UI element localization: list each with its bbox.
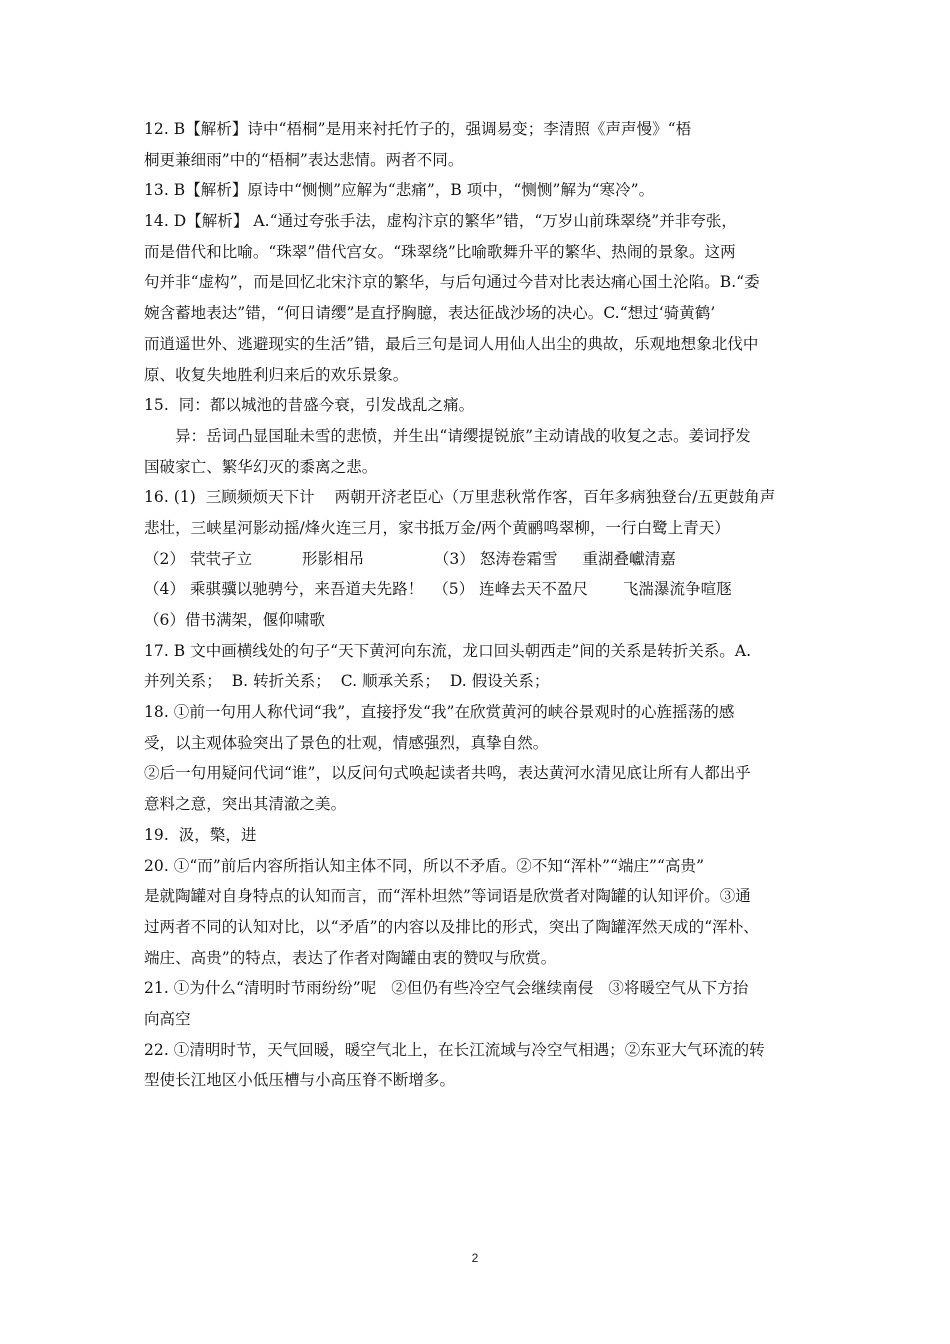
text-line: 20. ①“而”前后内容所指认知主体不同，所以不矛盾。②不知“浑朴”“端庄”“高贵”: [144, 856, 705, 875]
text-line: 悲壮，三峡星河影动摇/烽火连三月，家书抵万金/两个黄鹂鸣翠柳，一行白鹭上青天）: [144, 518, 730, 537]
text-line: 向高空: [144, 1009, 191, 1028]
text-line: ②后一句用疑问代词“谁”，以反问句式唤起读者共鸣，表达黄河水清见底让所有人都出乎: [144, 764, 751, 783]
text-line: 型使长江地区小低压槽与小高压脊不断增多。: [144, 1071, 456, 1090]
text-line: 17. B 文中画横线处的句子“天下黄河向东流，龙口回头朝西走”间的关系是转折关系。A.: [144, 641, 752, 660]
text-line: 15. 同：都以城池的昔盛今衰，引发战乱之痛。: [144, 396, 475, 415]
text-line: 而是借代和比喻。“珠翠”借代宫女。“珠翠绕”比喻歌舞升平的繁华、热闹的景象。这两: [144, 242, 736, 261]
text-line: （6）借书满架，偃仰啸歌: [144, 611, 325, 629]
text-line: 原、收复失地胜利归来后的欢乐景象。: [144, 365, 409, 384]
text-line: 婉含蓄地表达”错，“何日请缨”是直抒胸臆，表达征战沙场的决心。C.“想过‘骑黄鹤’: [144, 304, 716, 323]
page-number: 2: [471, 1251, 479, 1265]
text-line: 22. ①清明时节，天气回暖，暖空气北上，在长江流域与冷空气相遇；②东亚大气环流的转: [144, 1040, 765, 1059]
text-line: （2） 茕茕孑立 形影相吊 （3） 怒涛卷霜雪 重湖叠巘清嘉: [144, 549, 676, 568]
text-line: 端庄、高贵”的特点，表达了作者对陶罐由衷的赞叹与欣赏。: [144, 948, 557, 967]
text-line: 异：岳词凸显国耻未雪的悲愤，并生出“请缨提锐旅”主动请战的收复之志。姜词抒发: [175, 426, 751, 445]
text-line: 13. B【解析】原诗中“恻恻”应解为“悲痛”，B 项中，“恻恻”解为“寒冷”。: [144, 181, 655, 200]
text-line: 桐更兼细雨”中的“梧桐”表达悲情。两者不同。: [144, 150, 464, 169]
text-line: 国破家亡、繁华幻灭的黍离之悲。: [144, 457, 378, 476]
text-line: 21. ①为什么“清明时节雨纷纷”呢 ②但仍有些冷空气会继续南侵 ③将暖空气从下方抬: [144, 979, 749, 998]
text-line: 过两者不同的认知对比，以“矛盾”的内容以及排比的形式，突出了陶罐浑然天成的“浑朴、: [144, 917, 759, 936]
text-line: 意料之意，突出其清澈之美。: [144, 795, 347, 814]
text-line: 并列关系； B. 转折关系； C. 顺承关系； D. 假设关系；: [144, 672, 550, 691]
text-line: 是就陶罐对自身特点的认知而言，而“浑朴坦然”等词语是欣赏者对陶罐的认知评价。③通: [144, 887, 751, 906]
text-line: （4） 乘骐骥以驰骋兮，来吾道夫先路！ （5） 连峰去天不盈尺 飞湍瀑流争喧豗: [144, 580, 732, 599]
text-line: 而逍遥世外、逃避现实的生活”错，最后三句是词人用仙人出尘的典故，乐观地想象北伐中: [144, 334, 759, 353]
text-line: 16. (1) 三顾频烦天下计 两朝开济老臣心（万里悲秋常作客，百年多病独登台/五更鼓角声: [144, 488, 776, 507]
text-line: 句并非“虚构”，而是回忆北宋汴京的繁华，与后句通过今昔对比表达痛心国土沦陷。B.“委: [144, 273, 760, 292]
text-line: 18. ①前一句用人称代词“我”，直接抒发“我”在欣赏黄河的峡谷景观时的心旌摇荡的感: [144, 703, 735, 722]
answer-text-block: [144, 114, 814, 1096]
text-line: 19. 汲，檠，进: [144, 825, 257, 844]
text-line: 受，以主观体验突出了景色的壮观，情感强烈，真挚自然。: [144, 733, 549, 752]
text-line: 14. D【解析】 A.“通过夸张手法，虚构汴京的繁华”错，“万岁山前珠翠绕”并非夸张，: [144, 212, 737, 231]
text-line: 12. B【解析】诗中“梧桐”是用来衬托竹子的，强调易变；李清照《声声慢》“梧: [144, 120, 692, 138]
